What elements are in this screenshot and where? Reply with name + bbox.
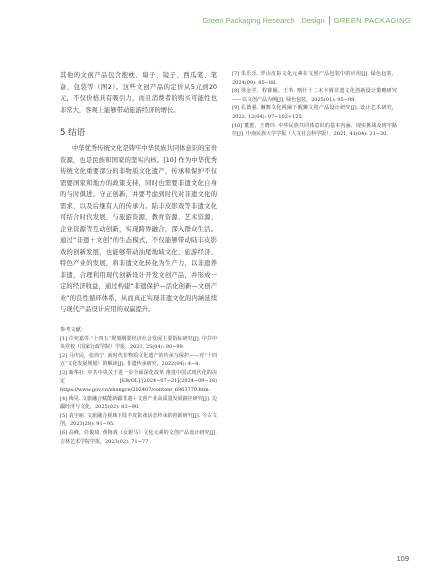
references-heading: 参考文献： [60,326,86,333]
right-column [232,70,397,139]
reference-item: [8] 徐金学，程睿颖，王苇. 喀什十二木卡姆非遗文化创新设计策略研究——以文创产品为例[J]. 绿色包装，2025(01): 95−99. [232,88,397,103]
intro-paragraph: 其他的文创产品包含抱枕、扇子、镜子、西瓜笔、笔盒、包袋等（图2）。这些文创产品的定价从5元到20元，不仅价格具有吸引力，而且消费者的购买可能性也非常大，客观上能够带动旅游经济的增长。 [60,72,217,114]
reference-item: [10] 董蕙，王晓玲. 中华民族共同体意识的基本内涵、现实挑战及铸牢路径[J]. 中南民族大学学报（人文社会科学版），2021, 41(04): 21−30. [232,122,397,138]
section-title: 5 结语 [60,128,86,138]
header-section-name: GREEN PACKAGING [333,16,411,25]
header-divider [329,16,330,25]
conclusion-paragraph: 中华优秀传统文化是铸牢中华民族共同体意识的宝贵资源，也是民族和国家的坚实内核。[10] 作为中华优秀传统文化重要部分的非物质文化遗产，传承和保护不仅需要国家和地方的政策支持，同时也需要非遗文化自身的与时俱进。守正创新，并要考虑到时代对非遗文化的需求，以及后继有人的传承力。陆丰皮影戏等非遗文化可结合时代发展，与旅游资源、教育资源、艺术资源、企业资源等互动创新，实现跨界融合，深入群众生活。通过“非遗＋文创”的生态模式，不仅能够带动陆丰皮影戏的创新发展，也能够带动汕尾地域文化、旅游经济、特色产业的发展，将非遗文化转化为生产力，以非遗养非遗，合理利用现代创新设计开发文创产品，并形成一定的经济收益，通过构建“非遗保护—活化创新—文创产业”的良性循环体系，从而真正实现非遗文化的内涵延续与现代产品设计应用的双赢提升。 [60,145,217,313]
reference-item: [6] 高峰，任俊琦. 黄梅戏《女驸马》文化元素的文创产品设计研究[J]. 吉林艺术学院学报，2023(02): 71−77. [60,430,217,445]
reference-item: [5] 袁宇丽. 文旅融合视域下陆丰皮影戏活态传承的创新研究[J]. 今古文创，2023(28): 91−95. [60,412,217,428]
reference-item: [7] 朱乐乐. 罗山皮影文化元素在文创产品包装中的应用[J]. 绿色包装，2024(09): 85−88. [232,71,397,86]
reference-item: [9] 孔德强. 狮舞文化视阈下醒狮文创产品设计研究[J]. 设计艺术研究，2022, 12(04): 97−102+125. [232,105,397,120]
reference-item: [2] 马庆民，张尚宁. 新时代非物质文化遗产的传承与保护——对“十四五”文化发展规划）的解读[J]. 非遗传承研究，2022(04): 4−8. [60,352,217,368]
reference-item: [3] 新华社. 中共中央关于进一步全面深化改革 推进中国式现代化的决定[EB/OL].[2024−07−21](2024−09−18) https://www.gov.cn/zhengce/202407/content_6963770.htm. [60,369,217,394]
running-header [203,16,411,25]
header-journal-name: Green Packaging Research · Design [202,16,325,25]
page-number: 109 [396,554,409,563]
reference-item: [1] 许奕嘉等.“十四五”规划纲要经济社会发展主要指标研究[J]. 中共中央党校（国家行政学院）学报，2021, 25(04): 90−99. [60,335,217,351]
left-column [60,70,217,446]
reference-item: [4] 梅昊. 文旅融合赋能新疆非遗＋文创产业高质量发展路径研究[J]. 边疆经济与文化，2025(02): 83−90. [60,395,217,411]
